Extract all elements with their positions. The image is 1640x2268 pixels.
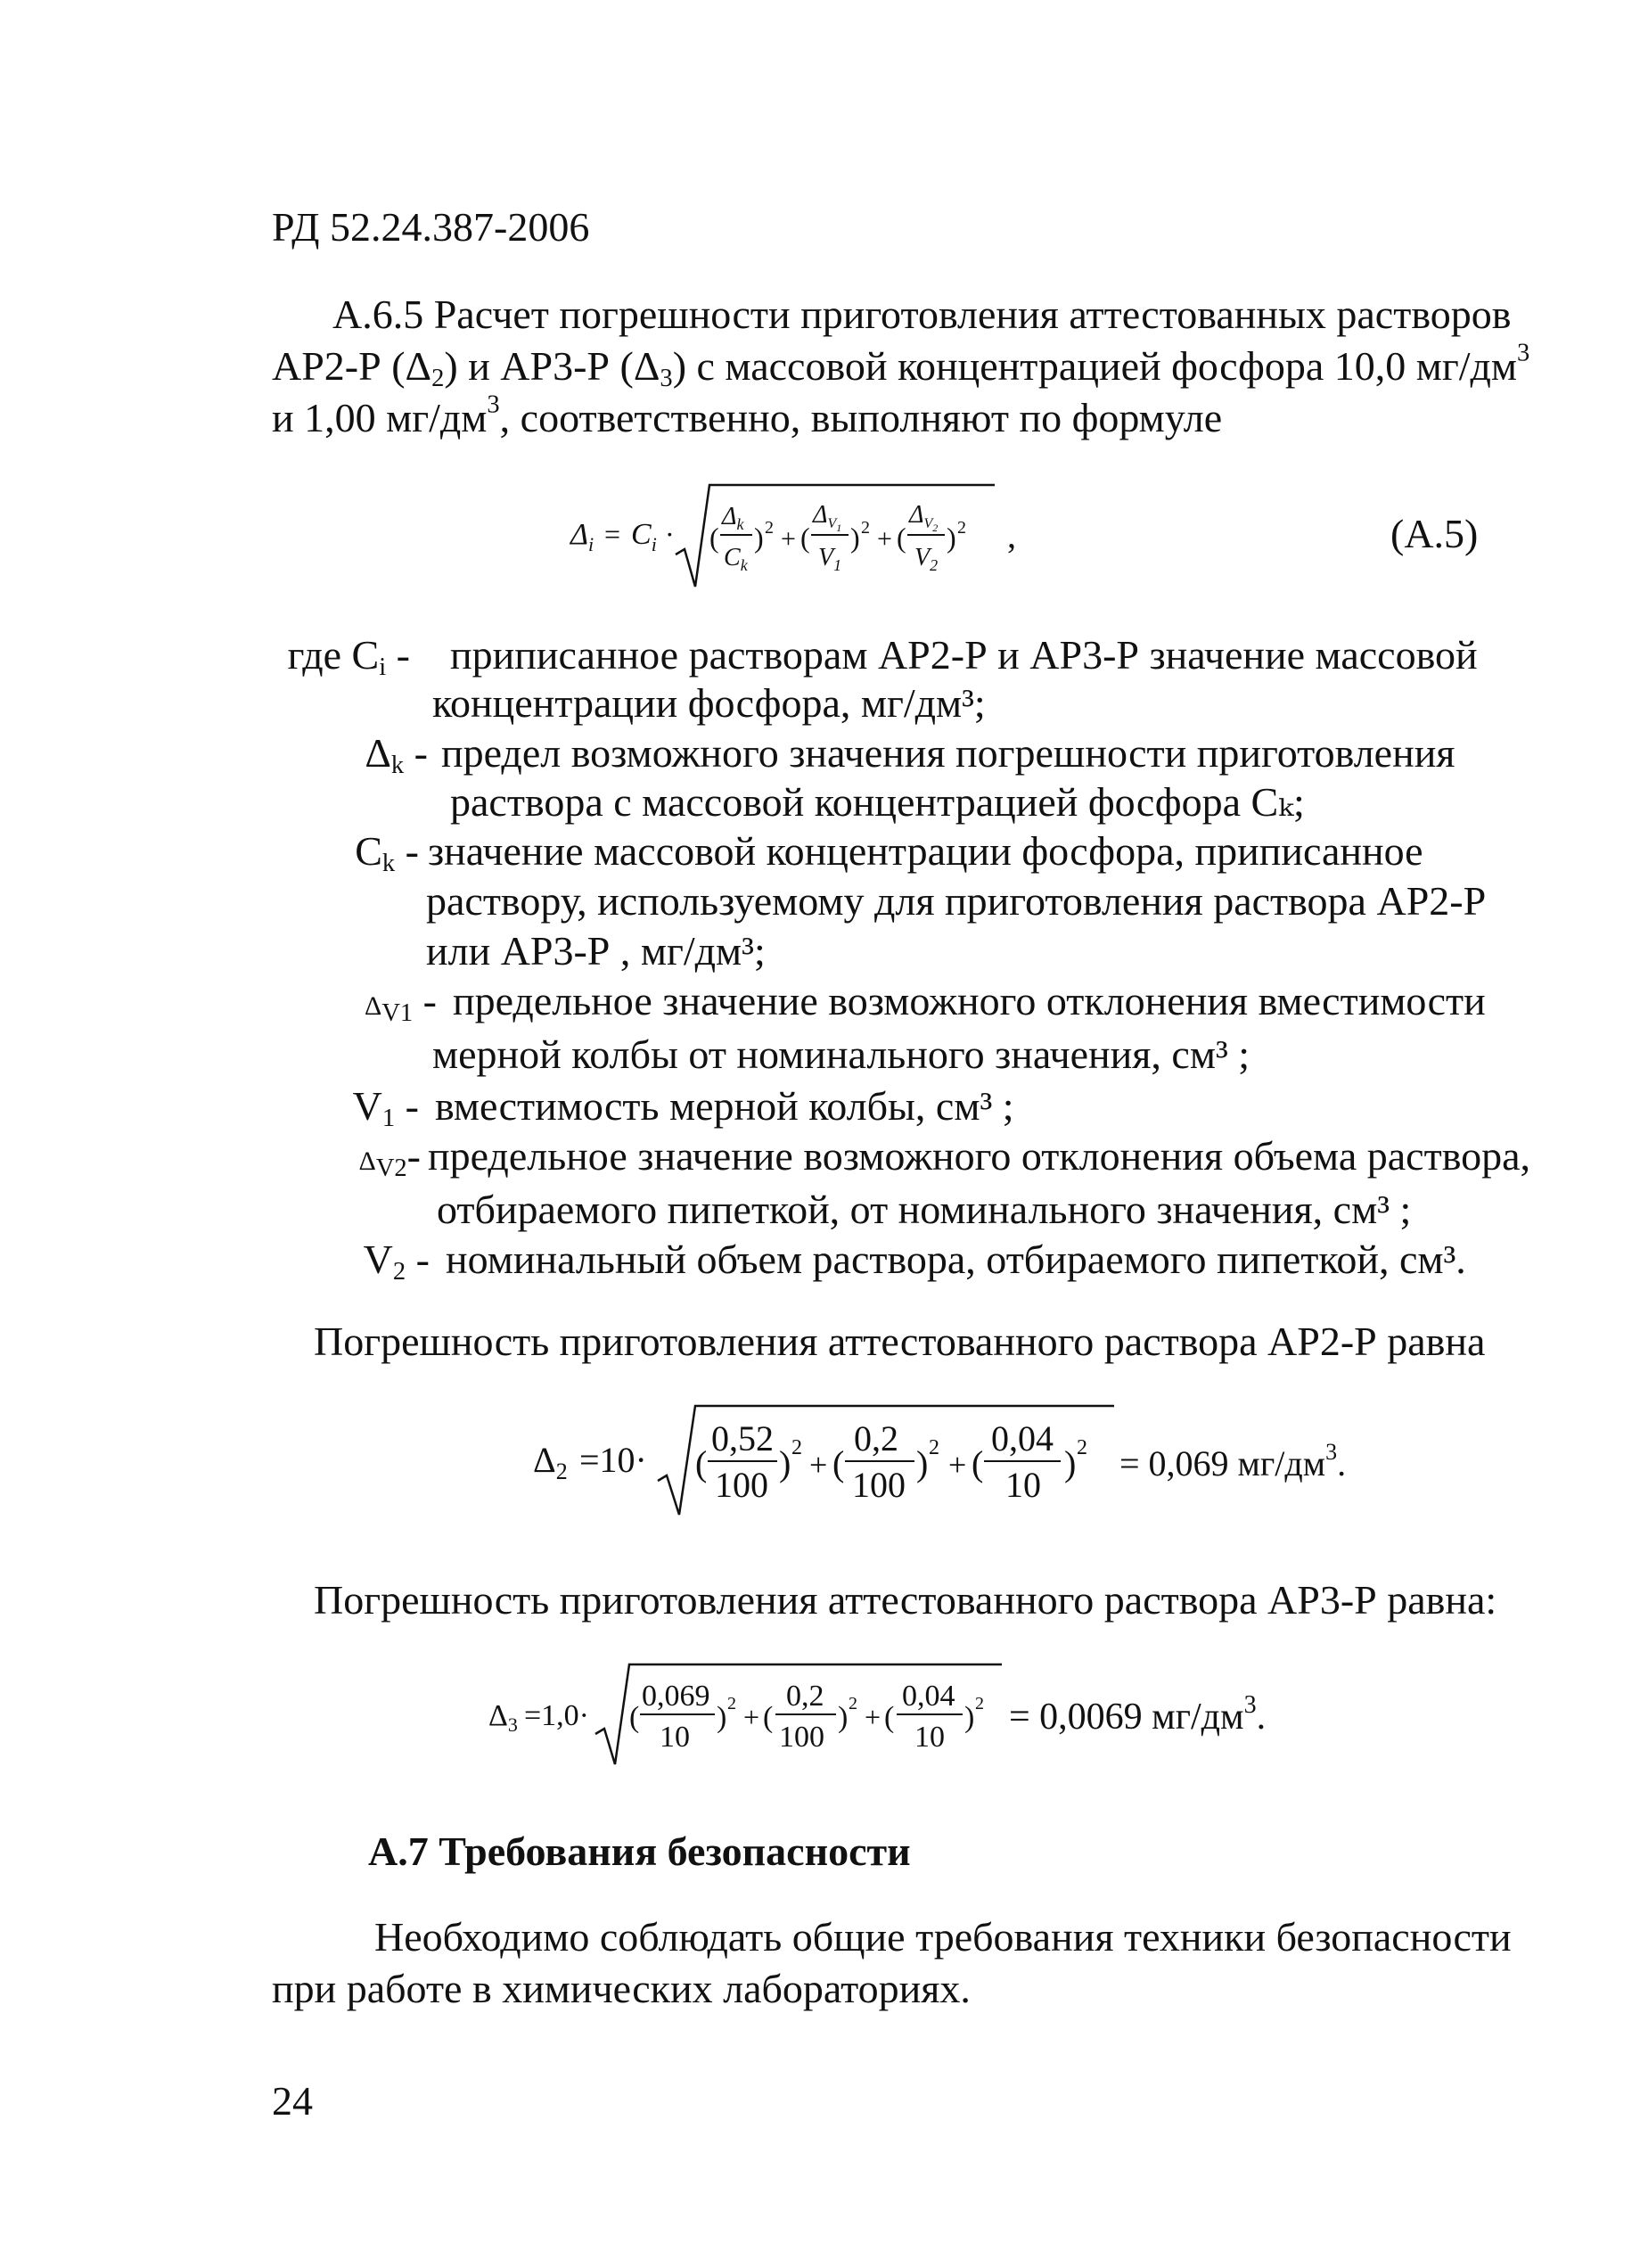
ar3-den-3: 10 <box>914 1721 945 1754</box>
intro-line-3: и 1,00 $мг/дм^3$, соответственно, выполняют по формуле <box>272 390 1223 440</box>
def-var-dk: $\Delta_k$ - <box>365 730 428 780</box>
ar3-close-2: ) <box>838 1701 849 1734</box>
fraction-1-denominator: $C_k$ <box>724 544 748 574</box>
ar2-close-2: ) <box>916 1443 929 1483</box>
section-a7-title: А.7 Требования безопасности <box>368 1828 911 1874</box>
ar2-den-2: 100 <box>852 1465 906 1505</box>
ar3-sq-2: 2 <box>849 1694 857 1713</box>
square-2: 2 <box>861 518 870 538</box>
def-text-v1-1: вместимость мерной колбы, см³ ; <box>435 1083 1014 1129</box>
def-text-ck-2: раствору, используемому для приготовления раствора АР2-Р <box>426 878 1487 924</box>
ar3-num-1: 0,069 <box>642 1680 710 1713</box>
ar3-open-3: ( <box>884 1701 895 1734</box>
def-text-dv1-1: предельное значение возможного отклонения вместимости <box>453 978 1486 1023</box>
square-1: 2 <box>765 518 774 538</box>
mult-dot: · <box>665 518 675 550</box>
def-text-ck-3: или АР3-Р , мг/дм³; <box>426 928 766 974</box>
fraction-1-numerator: $\Delta_k$ <box>722 503 744 533</box>
formula-ar3 <box>481 1654 1373 1770</box>
ar3-num-2: 0,2 <box>786 1680 824 1713</box>
ar3-den-2: 100 <box>779 1721 824 1754</box>
def-var-v2: $V_2$ - <box>363 1237 430 1286</box>
ar3-sq-3: 2 <box>975 1694 984 1713</box>
ar2-num-2: 0,2 <box>854 1418 898 1459</box>
fraction-2-numerator: $\Delta_V1$ <box>813 501 842 534</box>
document-code: РД 52.24.387-2006 <box>272 204 590 250</box>
def-text-ci-2: концентрации фосфора, мг/дм³; <box>432 680 986 726</box>
ar2-close-3: ) <box>1064 1443 1077 1483</box>
def-text-dv2-2: отбираемого пипеткой, от номинального значения, см³ ; <box>437 1187 1412 1232</box>
def-var-dv1: $\Delta_{V1}$ - <box>365 978 437 1028</box>
ar2-sq-3: 2 <box>1077 1436 1087 1459</box>
ar2-result: = 0,069 $мг/дм^3$. <box>1119 1439 1347 1483</box>
fraction-3-denominator: $V_2$ <box>914 544 939 574</box>
fraction-2-denominator: $V_1$ <box>818 544 842 574</box>
formula-lhs: $\Delta_i$ <box>570 518 594 555</box>
formula-ar2 <box>526 1395 1435 1520</box>
def-var-ck: $C_k$ - <box>355 828 419 878</box>
ar2-num-3: 0,04 <box>991 1418 1054 1459</box>
ar3-close-3: ) <box>964 1701 975 1734</box>
ar2-open-1: ( <box>695 1443 708 1483</box>
ar3-open-1: ( <box>629 1701 640 1734</box>
ar3-den-1: 10 <box>660 1721 690 1754</box>
paren-open-3: ( <box>897 522 906 554</box>
ar2-den-3: 10 <box>1005 1465 1041 1505</box>
paren-close-3: ) <box>947 522 956 554</box>
section-a7-text-1: Необходимо соблюдать общие требования техники безопасности <box>374 1914 1512 1960</box>
paren-open-2: ( <box>800 522 810 554</box>
def-text-dk-2: раствора с массовой концентрацией фосфора Cₖ; <box>450 779 1305 825</box>
coef-c: $C_i$ <box>631 518 657 555</box>
intro-line-2: АР2-Р $(\Delta_2)$ и АР3-Р $(\Delta_3)$ с массовой концентрацией фосфора 10,0 $мг/дм^3$ <box>272 339 1530 393</box>
intro-line-1: А.6.5 Расчет погрешности приготовления аттестованных растворов <box>332 292 1512 337</box>
def-text-ci-1: приписанное растворам АР2-Р и АР3-Р значение массовой <box>450 632 1478 678</box>
calc-ar2-text: Погрешность приготовления аттестованного раствора АР2-Р равна <box>314 1319 1486 1364</box>
ar3-coef: =1,0· <box>524 1699 589 1732</box>
ar3-num-3: 0,04 <box>902 1680 955 1713</box>
ar2-num-1: 0,52 <box>711 1418 774 1459</box>
ar2-open-3: ( <box>972 1443 984 1483</box>
ar2-den-1: 100 <box>715 1465 768 1505</box>
ar2-open-2: ( <box>832 1443 845 1483</box>
ar3-plus-1: + <box>743 1701 760 1733</box>
def-text-dv2-1: предельное значение возможного отклонения объема раствора, <box>428 1133 1531 1179</box>
plus-2: + <box>877 524 892 554</box>
page-number: 24 <box>272 2078 313 2124</box>
square-3: 2 <box>957 518 966 538</box>
formula-label: (А.5) <box>1390 511 1479 556</box>
ar3-sq-1: 2 <box>727 1694 736 1713</box>
equals-sign: = <box>604 518 621 550</box>
ar2-lhs: $\Delta_2$ <box>533 1440 568 1484</box>
def-var-dv2: $\Delta_{V2}-$ <box>358 1133 421 1183</box>
formula-comma: , <box>1007 515 1016 555</box>
ar2-plus-1: + <box>809 1447 828 1483</box>
paren-open-1: ( <box>709 522 719 554</box>
def-text-dk-1: предел возможного значения погрешности приготовления <box>441 730 1456 776</box>
fraction-3-numerator: $\Delta_V2$ <box>909 501 939 534</box>
def-var-ci: где $C_i$ - <box>287 632 410 682</box>
ar3-open-2: ( <box>763 1701 774 1734</box>
paren-close-1: ) <box>754 522 764 554</box>
section-a7-text-2: при работе в химических лабораториях. <box>272 1966 971 2011</box>
ar2-sq-1: 2 <box>791 1436 802 1459</box>
ar2-sq-2: 2 <box>929 1436 939 1459</box>
ar3-lhs: $\Delta_3$ <box>488 1699 518 1736</box>
calc-ar3-text: Погрешность приготовления аттестованного раствора АР3-Р равна: <box>314 1577 1497 1623</box>
ar3-result: = 0,0069 $мг/дм^3$. <box>1009 1691 1267 1738</box>
paren-close-2: ) <box>850 522 860 554</box>
def-text-v2-1: номинальный объем раствора, отбираемого пипеткой, см³. <box>446 1237 1466 1282</box>
def-var-v1: $V_1$ - <box>352 1083 419 1133</box>
ar2-coef: =10· <box>579 1440 647 1480</box>
def-text-dv1-2: мерной колбы от номинального значения, см³ ; <box>432 1031 1250 1077</box>
ar3-close-1: ) <box>717 1701 727 1734</box>
def-text-ck-1: значение массовой концентрации фосфора, приписанное <box>428 828 1423 874</box>
formula-a5 <box>535 472 1515 597</box>
ar2-close-1: ) <box>779 1443 791 1483</box>
ar3-plus-2: + <box>865 1701 882 1733</box>
plus-1: + <box>781 524 796 554</box>
ar2-plus-2: + <box>948 1447 967 1483</box>
